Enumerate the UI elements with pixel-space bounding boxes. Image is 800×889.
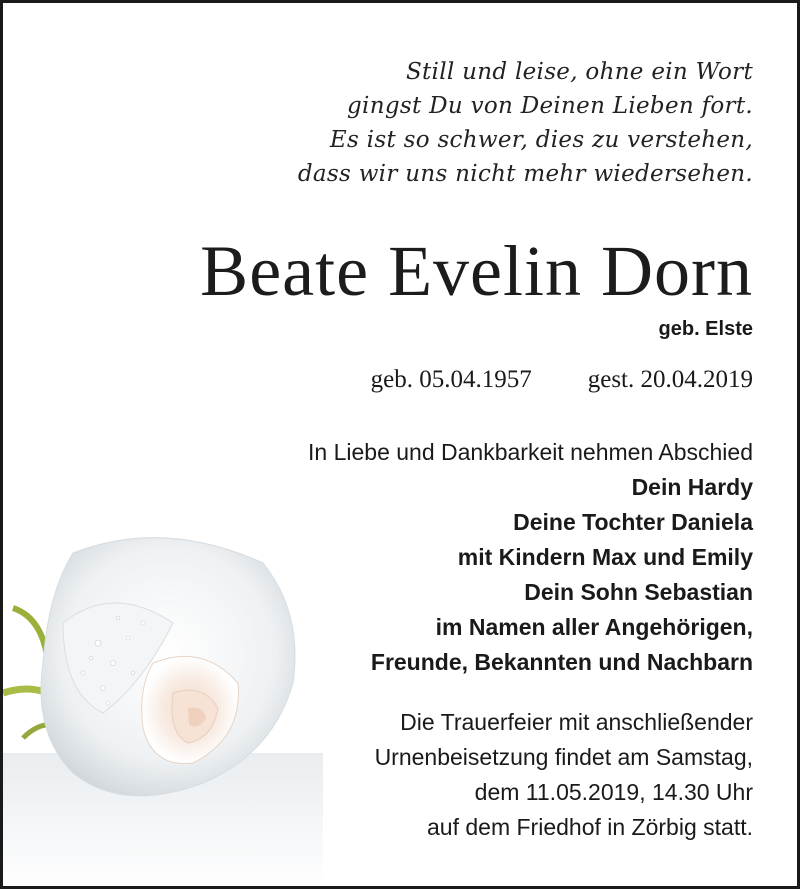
funeral-line: Urnenbeisetzung findet am Samstag, xyxy=(374,744,753,770)
farewell-intro: In Liebe und Dankbarkeit nehmen Abschied xyxy=(308,439,753,465)
mourner-name: Deine Tochter Daniela xyxy=(513,509,753,535)
mourner-name: im Namen aller Angehörigen, xyxy=(435,614,753,640)
mourners-block xyxy=(308,435,753,680)
funeral-notice xyxy=(375,705,753,845)
mourner-name: Dein Hardy xyxy=(631,474,753,500)
poem-line: Es ist so schwer, dies zu verstehen, xyxy=(329,127,753,153)
mourner-name: Freunde, Bekannten und Nachbarn xyxy=(370,649,753,675)
poem-line: gingst Du von Deinen Lieben fort. xyxy=(347,93,753,119)
white-rose-image xyxy=(3,523,323,889)
funeral-line: auf dem Friedhof in Zörbig statt. xyxy=(427,814,753,840)
maiden-name: geb. Elste xyxy=(658,318,753,340)
mourner-name: mit Kindern Max und Emily xyxy=(457,544,753,570)
life-dates xyxy=(371,363,753,397)
funeral-line: dem 11.05.2019, 14.30 Uhr xyxy=(474,779,753,805)
poem-line: dass wir uns nicht mehr wiedersehen. xyxy=(297,161,753,187)
poem-verse xyxy=(298,55,753,191)
deceased-name: Beate Evelin Dorn xyxy=(200,231,753,311)
death-date: gest. 20.04.2019 xyxy=(587,366,753,393)
birth-date: geb. 05.04.1957 xyxy=(370,366,532,393)
funeral-line: Die Trauerfeier mit anschließender xyxy=(400,709,753,735)
poem-line: Still und leise, ohne ein Wort xyxy=(405,59,753,85)
mourner-name: Dein Sohn Sebastian xyxy=(524,579,753,605)
